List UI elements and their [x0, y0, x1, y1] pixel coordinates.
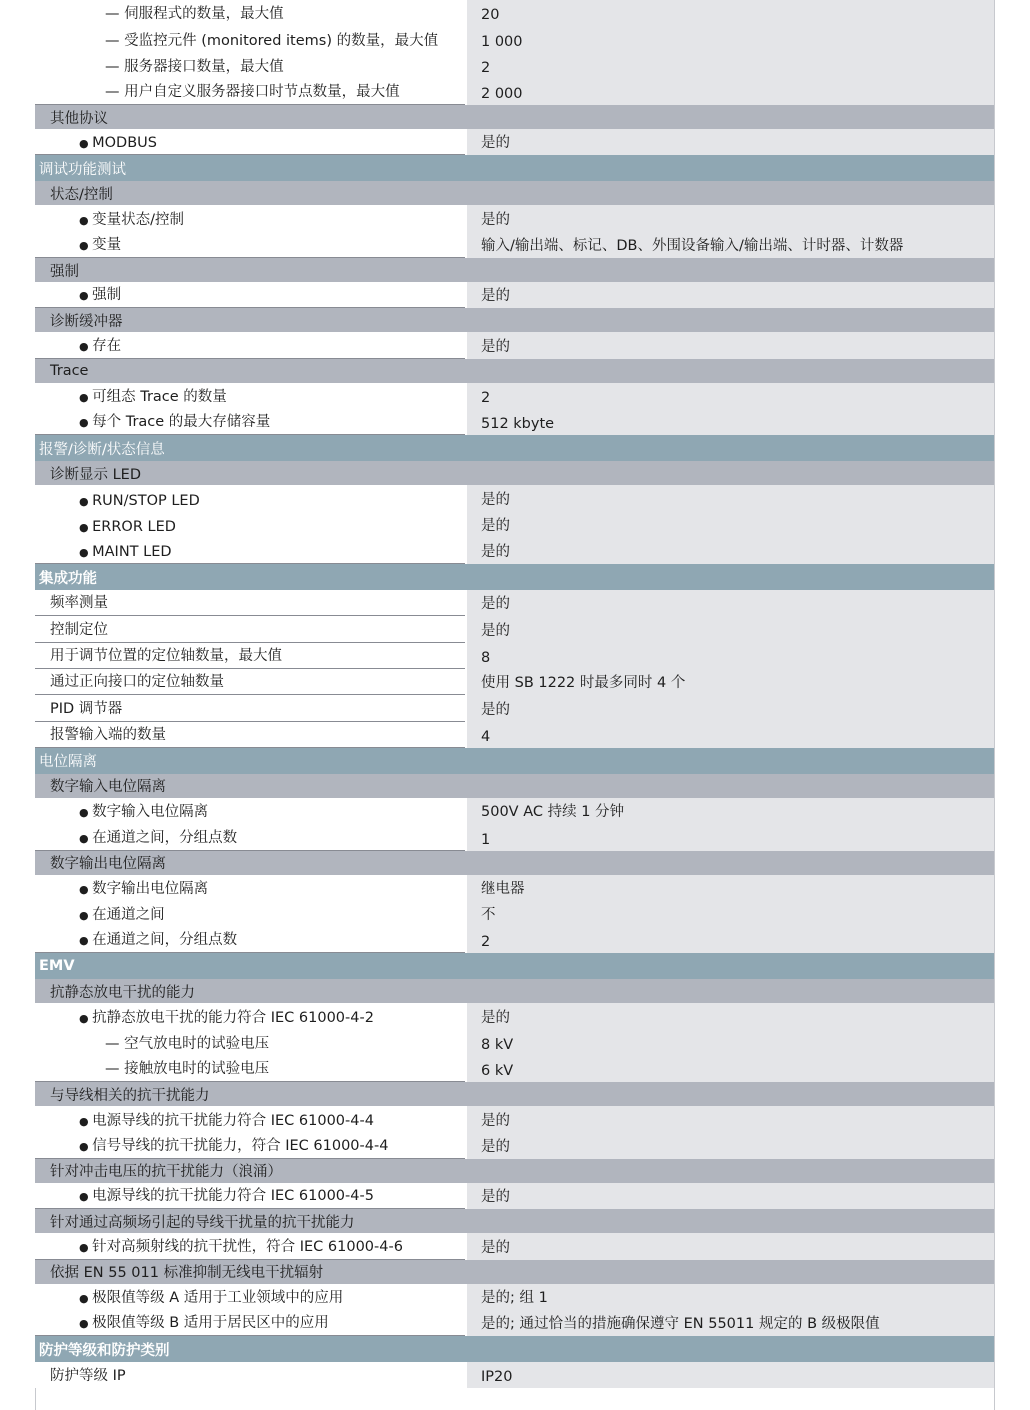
table-row: [35, 695, 994, 721]
row-label-text: ● 每个 Trace 的最大存储容量: [79, 410, 270, 431]
subsection-title: 针对冲击电压的抗干扰能力（浪涌）: [50, 1164, 282, 1181]
row-label-text: ● 数字输入电位隔离: [79, 800, 208, 821]
row-value: 继电器: [467, 875, 994, 901]
table-row: [35, 1183, 994, 1209]
row-value: 1: [467, 824, 994, 850]
table-row: [35, 485, 994, 511]
row-label-text: 控制定位: [50, 621, 108, 638]
row-value: 是的: [467, 1106, 994, 1132]
table-row: [35, 824, 994, 850]
table-row: [35, 616, 994, 642]
subsection-value-cell: [465, 181, 994, 205]
subsection-value-cell: [465, 1260, 994, 1284]
row-label-text: ● 在通道之间，分组点数: [79, 826, 237, 847]
table-row: [35, 26, 994, 52]
row-label-text: ● 极限值等级 B 适用于居民区中的应用: [79, 1311, 329, 1332]
row-label: [35, 332, 465, 358]
row-label-text: ● ERROR LED: [79, 519, 176, 535]
row-label-text: ● 可组态 Trace 的数量: [79, 385, 227, 406]
subsection-value-cell: [465, 1209, 994, 1233]
subsection-header: [35, 1082, 994, 1106]
row-value: 是的: [467, 1183, 994, 1209]
subsection-value-cell: [465, 461, 994, 485]
row-label-text: — 伺服程式的数量，最大值: [105, 6, 284, 23]
table-row: [35, 1056, 994, 1082]
subsection-header: [35, 308, 994, 332]
row-label: [35, 1003, 465, 1029]
row-value: 是的: [467, 512, 994, 538]
subsection-value-cell: [465, 851, 994, 875]
section-header: [35, 564, 994, 590]
subsection-header: [35, 105, 994, 129]
table-row: [35, 927, 994, 953]
row-label: [35, 1362, 465, 1388]
row-label: [35, 1106, 465, 1132]
row-label-text: — 空气放电时的试验电压: [105, 1036, 270, 1053]
row-value: 是的: [467, 205, 994, 231]
row-label: [35, 1056, 465, 1082]
table-row: [35, 1362, 994, 1388]
section-header: [35, 155, 994, 181]
table-row: [35, 1284, 994, 1310]
subsection-title: 数字输入电位隔离: [50, 779, 166, 796]
row-label: [35, 590, 465, 616]
table-row: [35, 722, 994, 748]
row-value: 是的: [467, 485, 994, 511]
row-label: [35, 129, 465, 155]
table-row: [35, 232, 994, 258]
subsection-header: [35, 851, 994, 875]
row-label: [35, 616, 465, 642]
row-label: [35, 1284, 465, 1310]
row-label: [35, 205, 465, 231]
table-row: [35, 409, 994, 435]
row-label: [35, 1133, 465, 1159]
table-row: [35, 205, 994, 231]
row-label-text: ● 存在: [79, 334, 121, 355]
row-value: 是的: [467, 282, 994, 308]
subsection-value-cell: [465, 1159, 994, 1183]
table-row: [35, 1233, 994, 1259]
row-label: [35, 409, 465, 435]
row-value: 2: [467, 53, 994, 79]
row-label-text: ● 变量状态/控制: [79, 208, 184, 229]
row-label: [35, 722, 465, 748]
row-label-text: 防护等级 IP: [50, 1368, 126, 1385]
row-value: 不: [467, 901, 994, 927]
section-header: [35, 1336, 994, 1362]
row-label-text: ● 数字输出电位隔离: [79, 877, 208, 898]
subsection-title: 诊断缓冲器: [50, 313, 123, 330]
subsection-title: 诊断显示 LED: [50, 466, 142, 483]
subsection-value-cell: [465, 258, 994, 282]
subsection-header: [35, 461, 994, 485]
row-value: 是的: [467, 538, 994, 564]
row-value: 8 kV: [467, 1030, 994, 1056]
subsection-value-cell: [465, 105, 994, 129]
row-value: 是的: [467, 1003, 994, 1029]
subsection-header: [35, 1159, 994, 1183]
row-label-text: ● 变量: [79, 233, 121, 254]
row-value: 2 000: [467, 79, 994, 105]
section-header: [35, 953, 994, 979]
row-label-text: PID 调节器: [50, 700, 123, 717]
table-row: [35, 53, 994, 79]
table-row: [35, 590, 994, 616]
row-label: [35, 1030, 465, 1056]
table-right-border: [994, 0, 995, 1410]
row-value: IP20: [467, 1362, 994, 1388]
table-row: [35, 1106, 994, 1132]
row-label: [35, 669, 465, 695]
subsection-title: Trace: [50, 362, 89, 379]
row-label-text: ● 在通道之间: [79, 903, 165, 924]
row-label: [35, 695, 465, 721]
row-label-text: — 服务器接口数量，最大值: [105, 58, 284, 75]
row-value: 是的: [467, 590, 994, 616]
row-value: 2: [467, 383, 994, 409]
row-label: [35, 383, 465, 409]
row-value: 1 000: [467, 26, 994, 52]
row-value: 500V AC 持续 1 分钟: [467, 798, 994, 824]
row-label-text: ● 在通道之间，分组点数: [79, 928, 237, 949]
row-label: [35, 485, 465, 511]
table-row: [35, 79, 994, 105]
row-value: 2: [467, 927, 994, 953]
row-label: [35, 26, 465, 52]
table-row: [35, 332, 994, 358]
row-label-text: — 受监控元件 (monitored items) 的数量，最大值: [105, 32, 439, 49]
table-row: [35, 875, 994, 901]
table-row: [35, 1310, 994, 1336]
row-value: 是的: [467, 332, 994, 358]
subsection-header: [35, 181, 994, 205]
section-header: [35, 748, 994, 774]
section-header: [35, 435, 994, 461]
subsection-header: [35, 258, 994, 282]
subsection-value-cell: [465, 359, 994, 383]
subsection-title: 依据 EN 55 011 标准抑制无线电干扰辐射: [50, 1265, 324, 1281]
row-label-text: ● RUN/STOP LED: [79, 493, 200, 509]
subsection-header: [35, 1209, 994, 1233]
subsection-value-cell: [465, 1082, 994, 1106]
table-row: [35, 282, 994, 308]
row-label-text: ● MAINT LED: [79, 544, 172, 560]
table-row: [35, 901, 994, 927]
section-title: 调试功能测试: [39, 161, 126, 178]
row-label: [35, 824, 465, 850]
section-title: 集成功能: [39, 570, 97, 587]
spec-table: [35, 0, 994, 1388]
row-label: [35, 53, 465, 79]
row-value: 512 kbyte: [467, 409, 994, 435]
subsection-value-cell: [465, 774, 994, 798]
subsection-value-cell: [465, 308, 994, 332]
row-label-text: ● 电源导线的抗干扰能力符合 IEC 61000-4-4: [79, 1109, 374, 1130]
row-value: 8: [467, 643, 994, 669]
row-label: [35, 512, 465, 538]
row-label: [35, 538, 465, 564]
row-value: 4: [467, 722, 994, 748]
subsection-header: [35, 1260, 994, 1284]
section-title: 电位隔离: [39, 754, 97, 771]
section-title: 报警/诊断/状态信息: [39, 441, 165, 458]
subsection-header: [35, 359, 994, 383]
row-value: 是的: [467, 695, 994, 721]
subsection-title: 强制: [50, 263, 79, 280]
table-row: [35, 512, 994, 538]
subsection-title: 针对通过高频场引起的导线干扰量的抗干扰能力: [50, 1214, 355, 1231]
subsection-title: 与导线相关的抗干扰能力: [50, 1087, 210, 1104]
table-row: [35, 538, 994, 564]
table-row: [35, 669, 994, 695]
table-row: [35, 1003, 994, 1029]
table-row: [35, 798, 994, 824]
row-label-text: ● 电源导线的抗干扰能力符合 IEC 61000-4-5: [79, 1184, 374, 1205]
section-title: 防护等级和防护类别: [39, 1342, 170, 1359]
row-label: [35, 232, 465, 258]
row-value: 是的: [467, 616, 994, 642]
row-label: [35, 1233, 465, 1259]
table-row: [35, 129, 994, 155]
row-label-text: ● 极限值等级 A 适用于工业领域中的应用: [79, 1286, 343, 1307]
table-row: [35, 643, 994, 669]
row-label-text: 报警输入端的数量: [50, 726, 166, 743]
row-value: 是的; 通过恰当的措施确保遵守 EN 55011 规定的 B 级极限值: [467, 1310, 994, 1336]
row-label: [35, 1183, 465, 1209]
row-label-text: ● 信号导线的抗干扰能力，符合 IEC 61000-4-4: [79, 1134, 388, 1155]
row-value: 使用 SB 1222 时最多同时 4 个: [467, 669, 994, 695]
row-label: [35, 282, 465, 308]
table-row: [35, 1133, 994, 1159]
row-label: [35, 0, 465, 26]
row-value: 是的; 组 1: [467, 1284, 994, 1310]
table-row: [35, 1030, 994, 1056]
row-label-text: ● MODBUS: [79, 135, 157, 151]
row-label: [35, 901, 465, 927]
subsection-title: 数字输出电位隔离: [50, 856, 166, 873]
table-row: [35, 383, 994, 409]
row-value: 输入/输出端、标记、DB、外围设备输入/输出端、计时器、计数器: [467, 232, 994, 258]
subsection-value-cell: [465, 979, 994, 1003]
subsection-title: 抗静态放电干扰的能力: [50, 984, 195, 1001]
subsection-title: 其他协议: [50, 110, 108, 127]
row-label-text: ● 抗静态放电干扰的能力符合 IEC 61000-4-2: [79, 1006, 374, 1027]
row-label-text: ● 强制: [79, 283, 121, 304]
row-label: [35, 1310, 465, 1336]
subsection-header: [35, 774, 994, 798]
table-row: [35, 0, 994, 26]
subsection-title: 状态/控制: [50, 186, 113, 203]
row-value: 6 kV: [467, 1056, 994, 1082]
row-value: 20: [467, 0, 994, 26]
row-label-text: 频率测量: [50, 595, 108, 612]
row-label-text: — 接触放电时的试验电压: [105, 1061, 270, 1078]
row-label: [35, 79, 465, 105]
row-label: [35, 643, 465, 669]
row-label: [35, 927, 465, 953]
row-value: 是的: [467, 1233, 994, 1259]
subsection-header: [35, 979, 994, 1003]
row-value: 是的: [467, 129, 994, 155]
row-label-text: 通过正向接口的定位轴数量: [50, 674, 224, 691]
section-title: EMV: [39, 958, 75, 975]
row-label-text: — 用户自定义服务器接口时节点数量，最大值: [105, 84, 400, 101]
row-label: [35, 798, 465, 824]
row-label-text: 用于调节位置的定位轴数量，最大值: [50, 648, 282, 665]
row-label: [35, 875, 465, 901]
row-value: 是的: [467, 1133, 994, 1159]
row-label-text: ● 针对高频射线的抗干扰性，符合 IEC 61000-4-6: [79, 1235, 403, 1256]
